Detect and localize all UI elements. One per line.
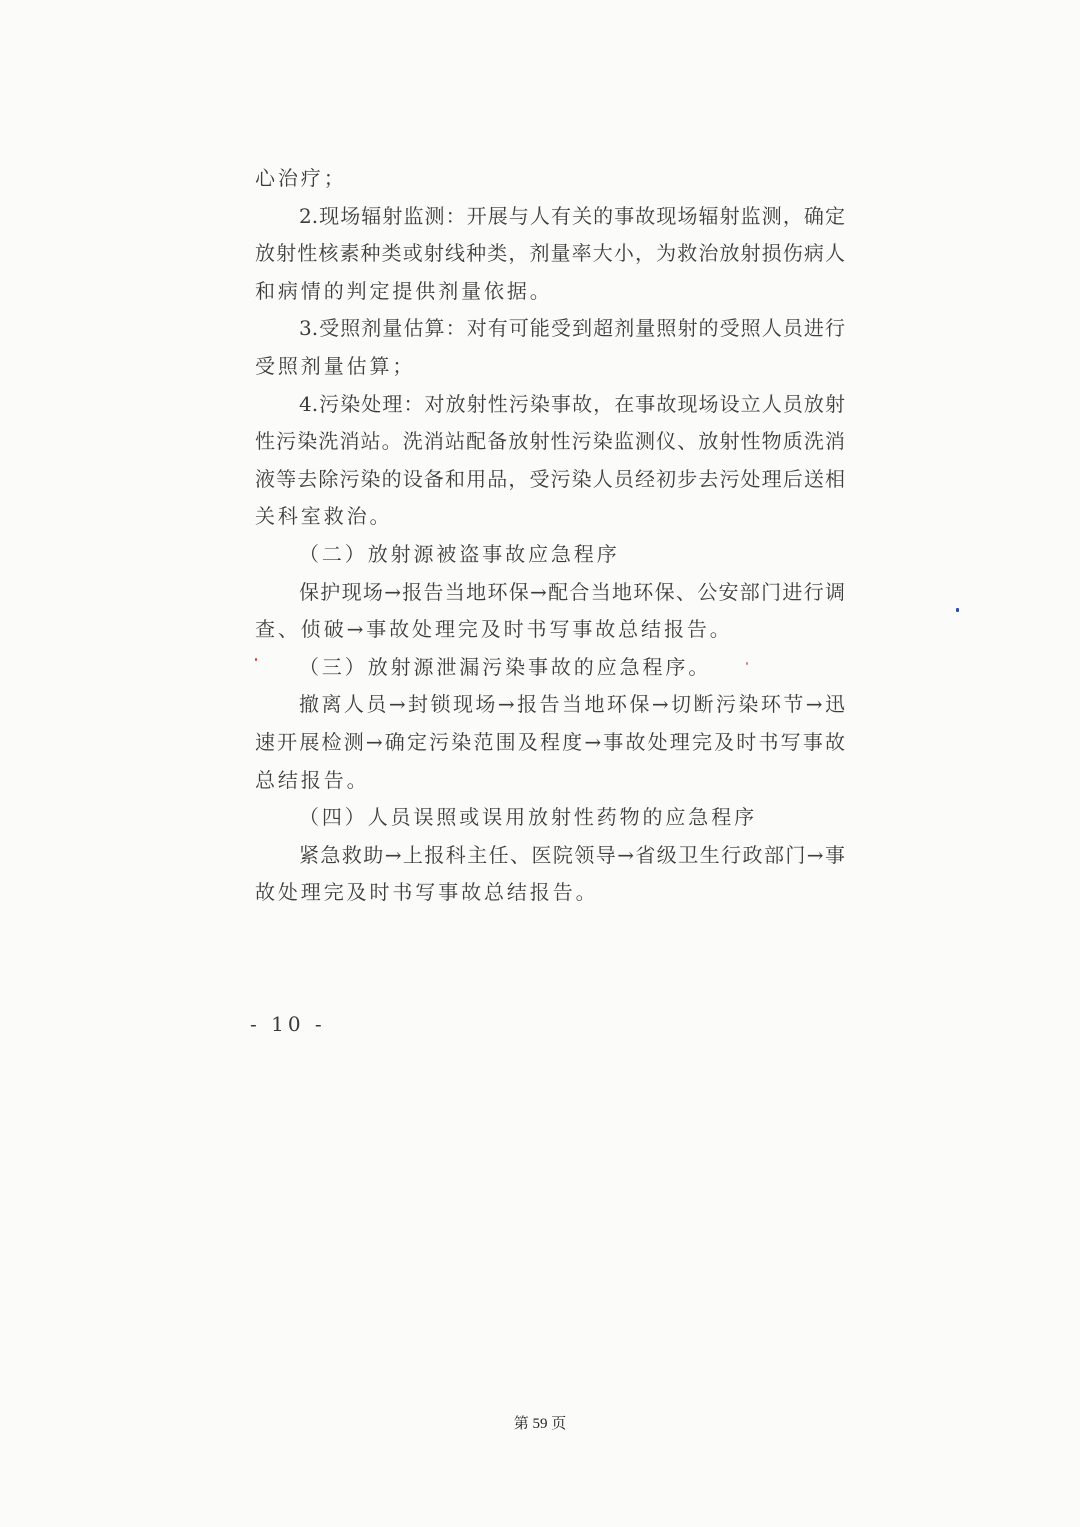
text-line: 总结报告。 [255, 767, 370, 792]
text-line: 撤离人员→封锁现场→报告当地环保→切断污染环节→迅 [299, 692, 845, 717]
text-line: 和病情的判定提供剂量依据。 [255, 278, 553, 303]
text-line: 受照剂量估算； [255, 353, 416, 378]
text-line: 紧急救助→上报科主任、医院领导→省级卫生行政部门→事 [299, 842, 845, 867]
scan-speck [255, 658, 257, 661]
text-line: 保护现场→报告当地环保→配合当地环保、公安部门进行调 [299, 579, 845, 604]
section-heading: （三）放射源泄漏污染事故的应急程序。 [299, 654, 712, 679]
text-line: 关科室救治。 [255, 504, 393, 529]
text-line: 性污染洗消站。洗消站配备放射性污染监测仪、放射性物质洗消 [255, 429, 845, 454]
text-line: 放射性核素种类或射线种类，剂量率大小，为救治放射损伤病人 [255, 241, 845, 266]
scan-speck [956, 608, 959, 612]
section-heading: （二）放射源被盗事故应急程序 [299, 541, 620, 566]
page-number: - 10 - [250, 1012, 326, 1036]
text-line: 3.受照剂量估算：对有可能受到超剂量照射的受照人员进行 [299, 316, 845, 341]
section-heading: （四）人员误照或误用放射性药物的应急程序 [299, 805, 757, 830]
text-line: 液等去除污染的设备和用品，受污染人员经初步去污处理后送相 [255, 466, 845, 491]
text-line: 心治疗； [255, 166, 347, 190]
scan-speck [746, 662, 748, 665]
text-line: 速开展检测→确定污染范围及程度→事故处理完及时书写事故 [255, 729, 845, 754]
text-line: 故处理完及时书写事故总结报告。 [255, 880, 599, 905]
text-line: 4.污染处理：对放射性污染事故，在事故现场设立人员放射 [299, 391, 845, 416]
footer-page-label: 第 59 页 [513, 1416, 567, 1432]
text-line: 查、侦破→事故处理完及时书写事故总结报告。 [255, 617, 733, 642]
document-body [255, 160, 845, 912]
text-line: 2.现场辐射监测：开展与人有关的事故现场辐射监测，确定 [299, 203, 845, 228]
